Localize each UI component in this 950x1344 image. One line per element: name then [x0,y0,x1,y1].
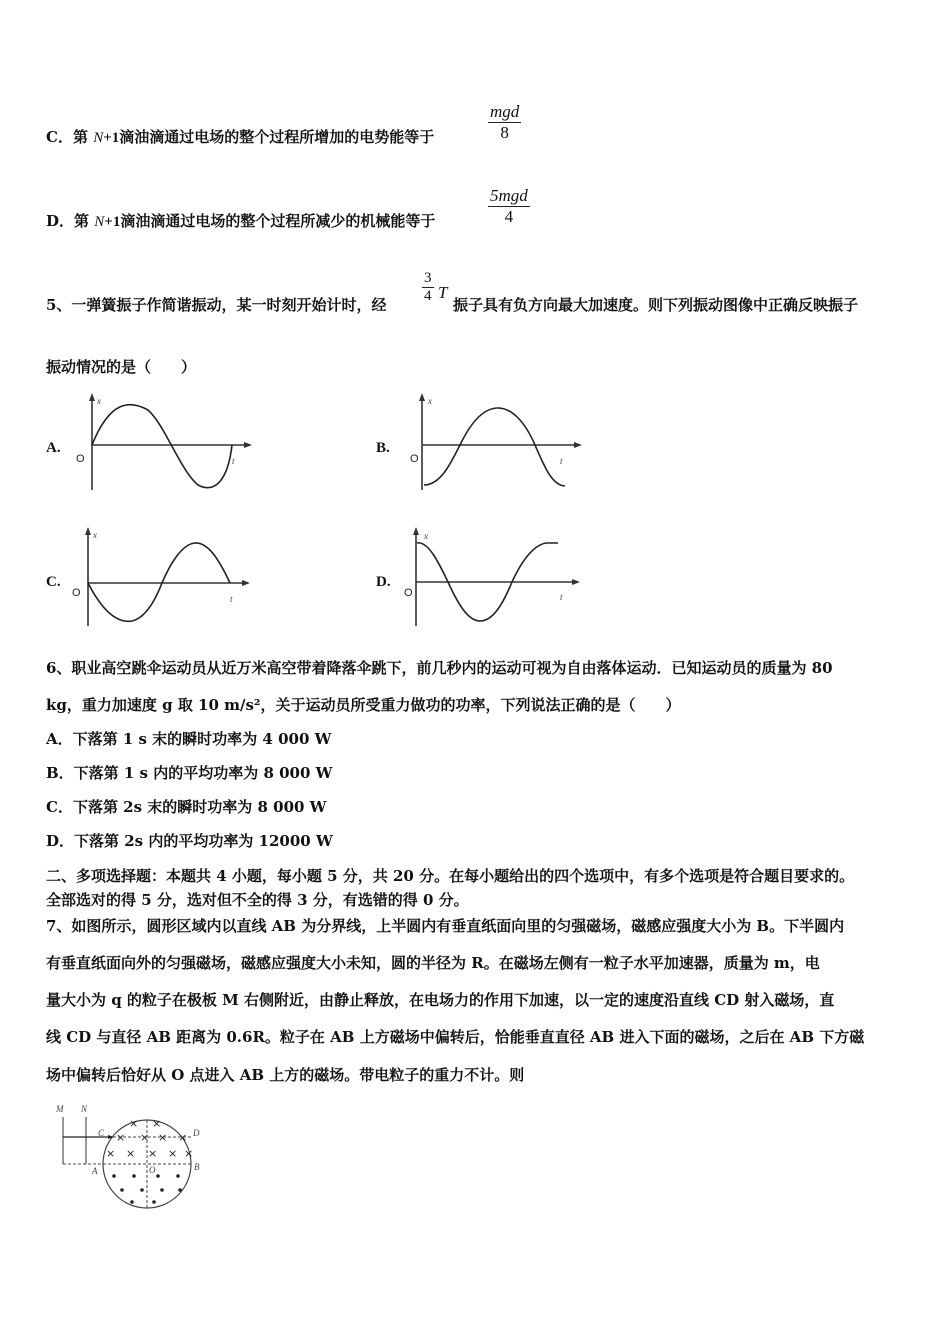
q5-stem-part1: 5、一弹簧振子作简谐振动，某一时刻开始计时，经 [46,296,387,314]
q5-option-c-label: C. [46,574,61,590]
q4-option-c-text: 滴油滴通过电场的整个过程所增加的电势能等于 [119,128,435,146]
q5-stem-part2: 振子具有负方向最大加速度。则下列振动图像中正确反映振子 [453,296,859,314]
q4-option-d-fraction [488,186,530,227]
q7-line3: 量大小为 q 的粒子在极板 M 右侧附近，由静止释放，在电场力的作用下加速，以一定的速度沿直线 CD 射入磁场，直 [46,991,835,1009]
svg-text:×: × [116,1131,126,1144]
svg-text:×: × [129,1117,139,1130]
q4-option-d [46,211,435,232]
svg-text:×: × [184,1147,194,1160]
x-axis-label: x [424,531,428,541]
q4-option-c-frac-den: 8 [500,123,509,142]
q4-option-c-frac-num: mgd [490,102,520,121]
q5-option-a-label: A. [46,440,61,456]
t-axis-label: t [560,592,563,602]
field-into-page-marks [106,1117,193,1160]
q4-option-c [46,127,434,148]
point-o-label: O [149,1165,156,1175]
q5-frac-den: 4 [424,288,432,304]
q7-line1: 7、如图所示，圆形区域内以直线 AB 为分界线，上半圆内有垂直纸面向里的匀强磁场，磁感应强度大小为 B。下半圆内 [46,917,845,935]
q7-figure [50,1100,220,1215]
section2-heading-line2: 全部选对的得 5 分，选对但不全的得 3 分，有选错的得 0 分。 [46,891,469,909]
q4-option-d-plus: +1 [104,214,121,230]
section2-heading-line1: 二、多项选择题：本题共 4 小题，每小题 5 分，共 20 分。在每小题给出的四个选项中，有多个选项是符合题目要求的。 [46,867,855,885]
x-axis-label: x [97,396,101,406]
point-a-label: A [92,1166,98,1176]
svg-text:×: × [148,1147,158,1160]
q4-option-d-label: D．第 [46,212,90,230]
q5-option-d-label: D. [376,574,391,590]
q5-graph-c [70,526,260,636]
point-c-label: C [98,1128,105,1138]
x-axis-label: x [428,396,432,406]
svg-text:×: × [178,1131,188,1144]
q5-stem-part3: 振动情况的是（ ） [46,358,197,376]
svg-text:×: × [106,1147,116,1160]
q6-option-d: D．下落第 2s 内的平均功率为 12000 W [46,832,333,850]
q5-frac-num: 3 [424,270,432,286]
plate-m-label: M [56,1104,64,1114]
q5-graph-b [400,390,590,500]
q4-option-d-frac-num: 5mgd [490,186,528,205]
x-axis-label: x [93,530,97,540]
q4-option-d-text: 滴油滴通过电场的整个过程所减少的机械能等于 [120,212,436,230]
svg-text:×: × [152,1117,162,1130]
q6-option-c: C．下落第 2s 末的瞬时功率为 8 000 W [46,798,327,816]
q5-frac-var: T [438,283,448,302]
q4-option-d-var: N [94,214,105,230]
point-b-label: B [194,1162,200,1172]
svg-text:×: × [126,1147,136,1160]
svg-text:×: × [168,1147,178,1160]
origin-label: O [72,587,81,599]
q7-line4: 线 CD 与直径 AB 距离为 0.6R。粒子在 AB 上方磁场中偏转后，恰能垂直直径 AB 进入下面的磁场，之后在 AB 下方磁 [46,1028,865,1046]
plate-n-label: N [81,1104,88,1114]
t-axis-label: t [560,456,563,466]
origin-label: O [76,453,85,465]
q5-option-b-label: B. [376,440,390,456]
q7-line5: 场中偏转后恰好从 O 点进入 AB 上方的磁场。带电粒子的重力不计。则 [46,1066,525,1084]
q6-option-b: B．下落第 1 s 内的平均功率为 8 000 W [46,764,333,782]
q4-option-d-frac-den: 4 [504,207,514,226]
svg-text:×: × [140,1131,150,1144]
q5-graph-a [70,390,260,500]
field-out-of-page-marks [112,1174,182,1204]
origin-label: O [404,587,413,599]
q4-option-c-var: N [93,130,104,146]
t-axis-label: t [230,594,233,604]
q6-stem-line1: 6、职业高空跳伞运动员从近万米高空带着降落伞跳下，前几秒内的运动可视为自由落体运动．已知运动员的质量为 80 [46,659,833,677]
graph-a-curve [92,405,232,488]
graph-b-curve [424,408,565,486]
q5-fraction [422,270,434,305]
q4-option-c-label: C．第 [46,128,88,146]
graph-c-curve [88,543,230,621]
q6-option-a: A．下落第 1 s 末的瞬时功率为 4 000 W [46,730,332,748]
origin-label: O [410,453,419,465]
q6-stem-line2: kg，重力加速度 g 取 10 m/s²，关于运动员所受重力做功的功率，下列说法正确的是（ ） [46,696,681,714]
t-axis-label: t [232,456,235,466]
point-d-label: D [193,1128,200,1138]
svg-text:×: × [158,1131,168,1144]
q4-option-c-plus: +1 [103,130,120,146]
q5-graph-d [400,526,590,636]
q4-option-c-fraction [488,102,521,143]
q7-line2: 有垂直纸面向外的匀强磁场，磁感应强度大小未知，圆的半径为 R。在磁场左侧有一粒子水平加速器，质量为 m，电 [46,954,820,972]
